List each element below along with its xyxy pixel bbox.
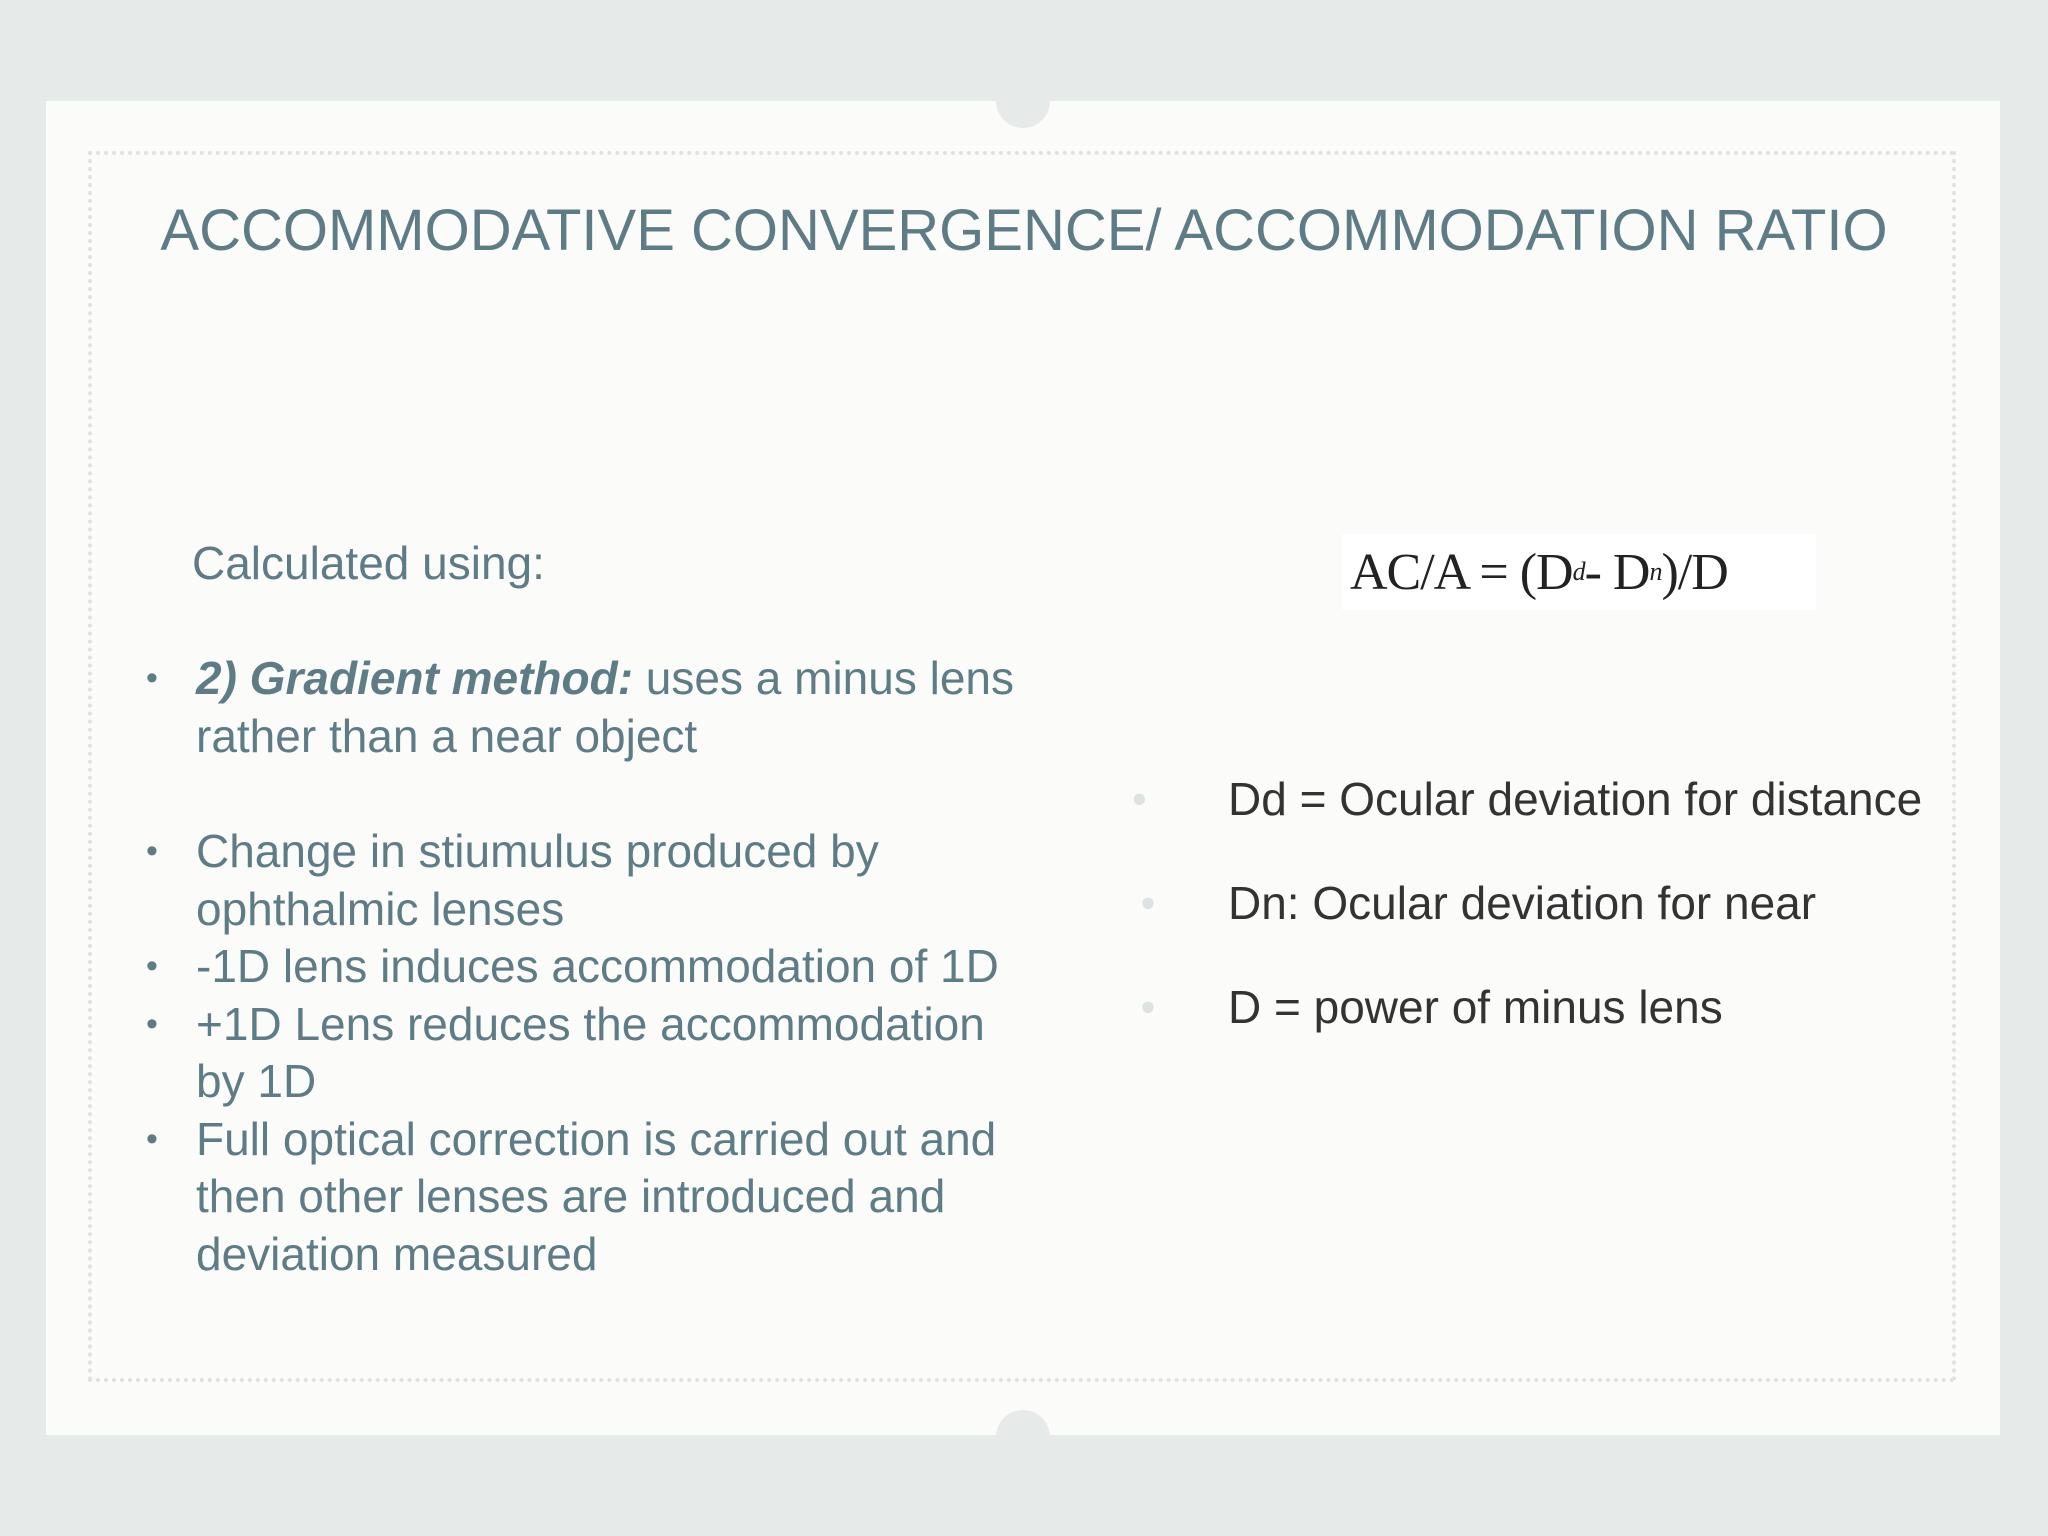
bullet-icon: • [146, 1004, 158, 1043]
list-item [1132, 770, 1944, 828]
definition-text: D = power of minus lens [1228, 981, 1723, 1033]
formula-prefix: AC/A = (D [1350, 543, 1573, 601]
list-item-text: Full optical correction is carried out and then other lenses are introduced and deviation measured [196, 1112, 997, 1280]
intro-text: Calculated using: [192, 537, 545, 589]
bullet-icon: • [146, 1119, 158, 1158]
list-item [140, 650, 1020, 765]
list-item-text: Change in stiumulus produced by ophthalmic lenses [196, 825, 879, 935]
definition-bullet-list [1132, 770, 1944, 1036]
method-bullet-list [140, 650, 1020, 1283]
formula-subscript-d: d [1572, 557, 1585, 586]
top-notch [996, 74, 1050, 128]
list-item [1132, 978, 1944, 1036]
slide-title: ACCOMMODATIVE CONVERGENCE/ ACCOMMODATION RATIO [160, 198, 1888, 263]
bottom-notch [996, 1410, 1050, 1464]
list-item [140, 996, 1020, 1111]
bullet-icon: • [146, 659, 158, 697]
ac-a-formula [1342, 534, 1816, 610]
method-description: uses a minus lens rather than a near object [196, 652, 1014, 762]
method-name: 2) Gradient method: [196, 652, 634, 704]
list-item-text: +1D Lens reduces the accommodation by 1D [196, 997, 985, 1107]
bullet-icon: • [1132, 775, 1147, 822]
formula-suffix: )/D [1661, 543, 1728, 601]
formula-subscript-n: n [1649, 557, 1662, 586]
list-item [1132, 874, 1944, 932]
definition-text: Dd = Ocular deviation for distance [1228, 773, 1923, 825]
list-item [140, 1111, 1020, 1284]
list-item [140, 823, 1020, 938]
list-item-text: -1D lens induces accommodation of 1D [196, 940, 999, 992]
bullet-icon: • [1140, 983, 1156, 1030]
bullet-icon: • [146, 947, 158, 985]
list-item [140, 938, 1020, 996]
bullet-icon: • [1140, 879, 1156, 926]
formula-middle: - D [1584, 543, 1650, 601]
bullet-icon: • [146, 832, 158, 870]
definition-text: Dn: Ocular deviation for near [1228, 877, 1817, 929]
